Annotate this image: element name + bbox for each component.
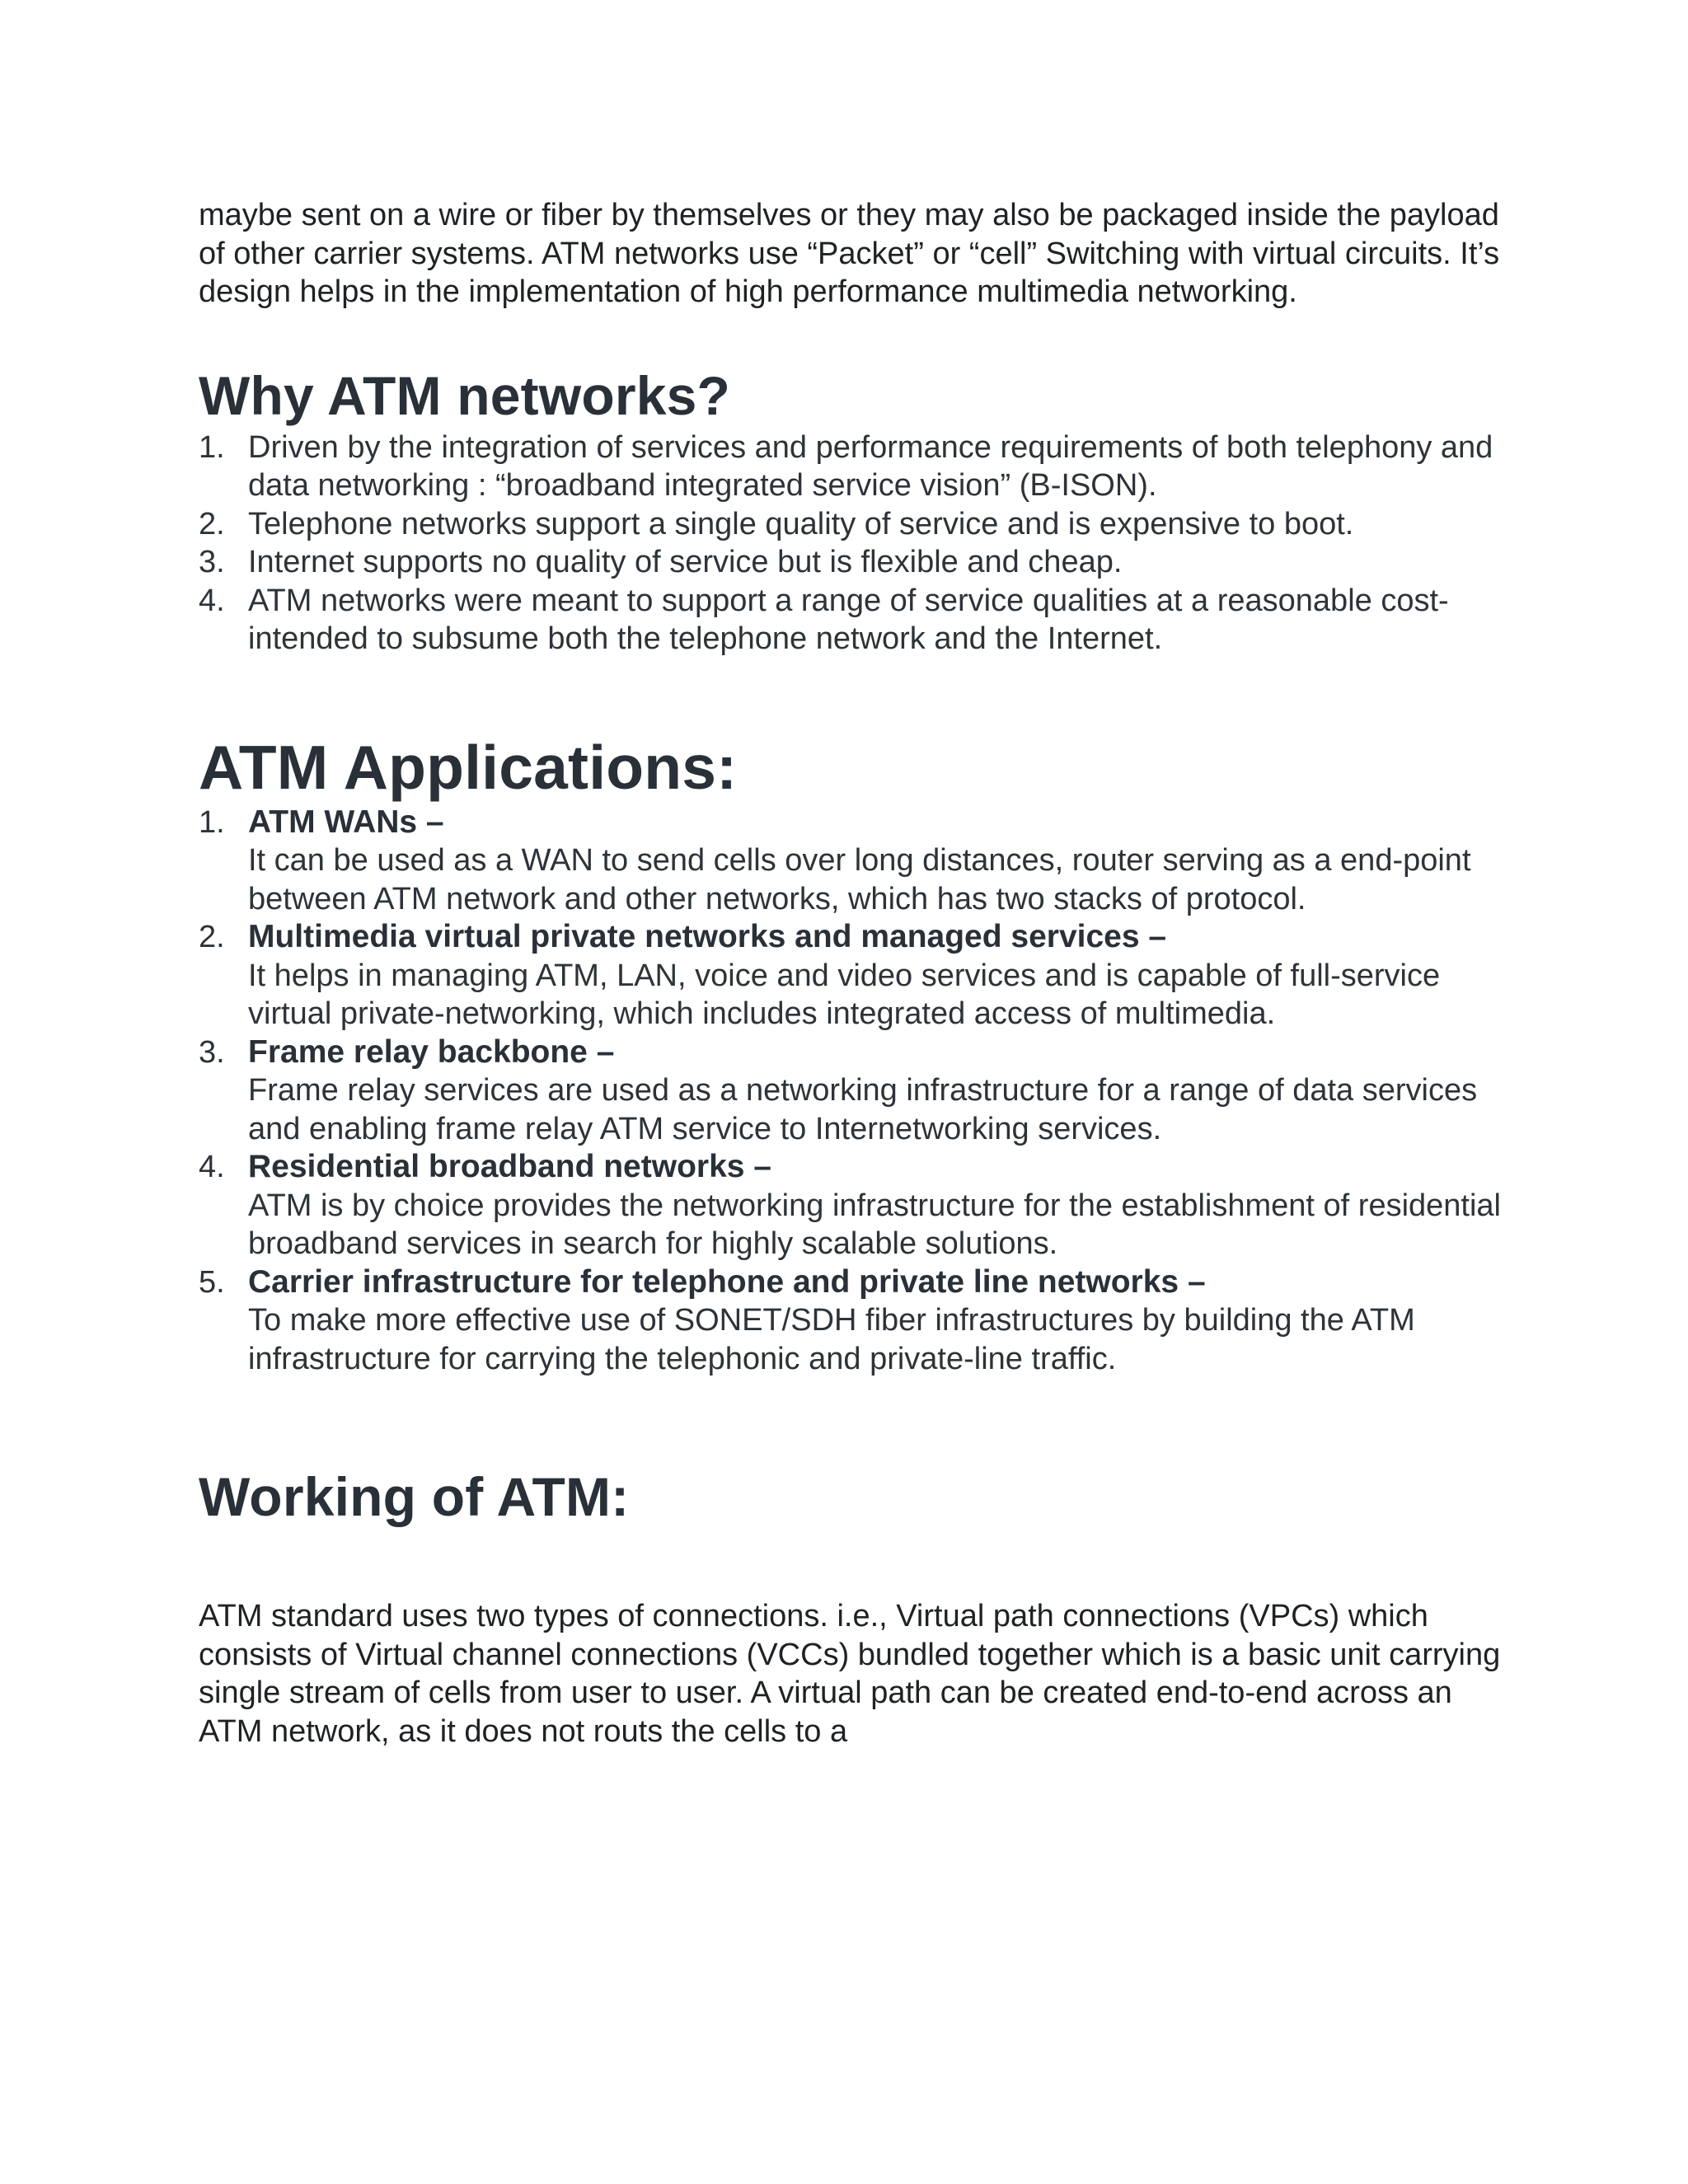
list-item xyxy=(199,505,1501,544)
list-item-text: It can be used as a WAN to send cells over long distances, router serving as a end-point between ATM network and other networks, which has two stacks of protocol. xyxy=(248,843,1471,916)
list-number: 1. xyxy=(199,804,225,840)
list-number: 1. xyxy=(199,429,225,465)
list-number: 3. xyxy=(199,1034,225,1070)
list-item-text: Driven by the integration of services and performance requirements of both telephony and data networking : “broadband integrated service vision” (B-ISON). xyxy=(248,429,1493,503)
why-atm-heading: Why ATM networks? xyxy=(199,364,731,426)
list-item xyxy=(199,1033,1501,1149)
list-item-text: Telephone networks support a single quality of service and is expensive to boot. xyxy=(248,506,1354,541)
list-item xyxy=(199,543,1501,582)
list-item-text: Frame relay services are used as a networking infrastructure for a range of data services and enabling frame relay ATM service to Internetworking services. xyxy=(248,1073,1478,1146)
list-item-title: Carrier infrastructure for telephone and private line networks – xyxy=(248,1263,1206,1300)
list-number: 4. xyxy=(199,583,225,618)
working-paragraph: ATM standard uses two types of connections. i.e., Virtual path connections (VPCs) which consists of Virtual channel connections (VCCs) bundled together which is a basic unit carrying single stream of cells from user to user. A virtual path can be created end-to-end across an ATM network, as it does not routs the cells to a xyxy=(199,1599,1501,1749)
list-item-title: Frame relay backbone – xyxy=(248,1033,615,1070)
intro-paragraph: maybe sent on a wire or fiber by themselves or they may also be packaged inside the payload of other carrier systems. ATM networks use “Packet” or “cell” Switching with virtual circuits. It’s design helps in the implementation of high performance multimedia networking. xyxy=(199,198,1500,309)
list-number: 5. xyxy=(199,1264,225,1300)
atm-applications-list xyxy=(199,804,1501,1379)
list-number: 2. xyxy=(199,920,225,954)
document-content xyxy=(199,196,1501,1750)
list-item-title: ATM WANs – xyxy=(248,804,444,840)
list-item-title: Residential broadband networks – xyxy=(248,1149,771,1184)
list-item-text: ATM networks were meant to support a range of service qualities at a reasonable cost- intended to subsume both the telephone network and the Internet. xyxy=(248,583,1449,656)
working-of-atm-heading: Working of ATM: xyxy=(199,1466,630,1527)
list-item-text: To make more effective use of SONET/SDH fiber infrastructures by building the ATM infrastructure for carrying the telephonic and private-line traffic. xyxy=(248,1303,1415,1376)
list-item-text: ATM is by choice provides the networking infrastructure for the establishment of residential broadband services in search for highly scalable solutions. xyxy=(248,1188,1501,1261)
why-atm-list xyxy=(199,429,1501,658)
list-item xyxy=(199,1148,1501,1263)
list-item-text: Internet supports no quality of service but is flexible and cheap. xyxy=(248,545,1123,579)
list-item xyxy=(199,1263,1501,1379)
list-number: 3. xyxy=(199,545,225,579)
list-item-text: It helps in managing ATM, LAN, voice and video services and is capable of full-service virtual private-networking, which includes integrated access of multimedia. xyxy=(248,958,1441,1031)
list-item xyxy=(199,429,1501,505)
list-number: 4. xyxy=(199,1150,225,1184)
list-item-title: Multimedia virtual private networks and managed services – xyxy=(248,919,1167,954)
atm-applications-heading: ATM Applications: xyxy=(199,732,738,802)
list-number: 2. xyxy=(199,506,225,541)
list-item xyxy=(199,918,1501,1033)
list-item xyxy=(199,582,1501,658)
list-item xyxy=(199,804,1501,919)
